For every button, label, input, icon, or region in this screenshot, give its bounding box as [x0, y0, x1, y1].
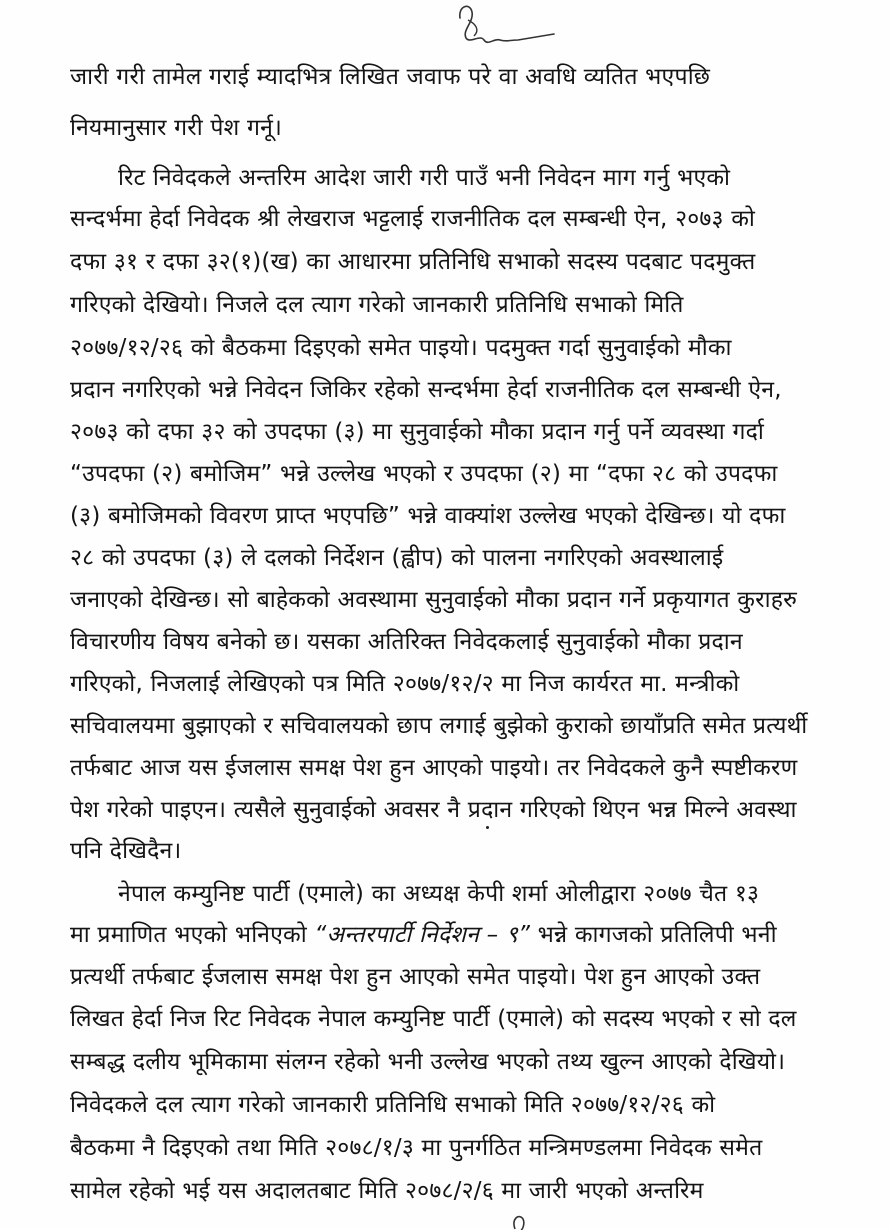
text-line: जनाएको देखिन्छ। सो बाहेकको अवस्थामा सुनुवाईको मौका प्रदान गर्ने प्रकृयागत कुराहरु — [70, 587, 798, 613]
text-line: जारी गरी तामेल गराई म्यादभित्र लिखित जवाफ परे वा अवधि व्यतित भएपछि — [70, 64, 711, 90]
text-line: (३) बमोजिमको विवरण प्राप्त भएपछि” भन्ने वाक्यांश उल्लेख भएको देखिन्छ। यो दफा — [70, 503, 786, 529]
text-line: पनि देखिदैन। — [70, 838, 182, 864]
text-line: सम्बद्ध दलीय भूमिकामा संलग्न रहेको भनी उल्लेख भएको तथ्य खुल्न आएको देखियो। — [70, 1049, 786, 1075]
quoted-directive: “अन्तरपार्टी निर्देशन – ९” — [314, 922, 531, 948]
text-line — [70, 920, 777, 950]
text-line: सामेल रहेको भई यस अदालतबाट मिति २०७८/२/६ मा जारी भएको अन्तरिम — [70, 1178, 704, 1204]
line-suffix: भन्ने कागजको प्रतिलिपी भनी — [537, 922, 777, 948]
text-line: पेश गरेको पाइएन। त्यसैले सुनुवाईको अवसर नै प्रदान गरिएको थिएन भन्न मिल्ने अवस्था — [70, 797, 797, 823]
text-line: सन्दर्भमा हेर्दा निवेदक श्री लेखराज भट्टलाई राजनीतिक दल सम्बन्धी ऐन, २०७३ को — [70, 206, 756, 232]
text-line: गरिएको देखियो। निजले दल त्याग गरेको जानकारी प्रतिनिधि सभाको मिति — [70, 292, 684, 318]
text-line: तर्फबाट आज यस ईजलास समक्ष पेश हुन आएको पाइयो। तर निवेदकले कुनै स्पष्टीकरण — [70, 755, 798, 781]
ink-dot — [486, 826, 489, 829]
text-line: सचिवालयमा बुझाएको र सचिवालयको छाप लगाई बुझेको कुराको छायाँप्रति समेत प्रत्यर्थी — [70, 713, 808, 739]
text-line: २८ को उपदफा (३) ले दलको निर्देशन (ह्वीप) को पालना नगरिएको अवस्थालाई — [70, 545, 724, 571]
text-line: निवेदकले दल त्याग गरेको जानकारी प्रतिनिधि सभाको मिति २०७७/१२/२६ को — [70, 1092, 716, 1118]
text-line: बैठकमा नै दिइएको तथा मिति २०७८/१/३ मा पुनर्गठित मन्त्रिमण्डलमा निवेदक समेत — [70, 1135, 763, 1161]
text-line: विचारणीय विषय बनेको छ। यसका अतिरिक्त निवेदकलाई सुनुवाईको मौका प्रदान — [70, 629, 743, 655]
text-line: नियमानुसार गरी पेश गर्नू। — [70, 115, 283, 141]
text-line: प्रत्यर्थी तर्फबाट ईजलास समक्ष पेश हुन आएको समेत पाइयो। पेश हुन आएको उक्त — [70, 964, 761, 990]
ink-mark — [505, 1205, 535, 1230]
text-line: गरिएको, निजलाई लेखिएको पत्र मिति २०७७/१२/२ मा निज कार्यरत मा. मन्त्रीको — [70, 671, 740, 697]
text-line: प्रदान नगरिएको भन्ने निवेदन जिकिर रहेको सन्दर्भमा हेर्दा राजनीतिक दल सम्बन्धी ऐन, — [70, 377, 782, 403]
handwritten-signature — [430, 0, 570, 60]
paragraph-first-line: रिट निवेदकले अन्तरिम आदेश जारी गरी पाउँ भनी निवेदन माग गर्नु भएको — [118, 165, 731, 191]
text-line: “उपदफा (२) बमोजिम” भन्ने उल्लेख भएको र उपदफा (२) मा “दफा २८ को उपदफा — [70, 461, 778, 487]
paragraph-first-line: नेपाल कम्युनिष्ट पार्टी (एमाले) का अध्यक्ष केपी शर्मा ओलीद्वारा २०७७ चैत १३ — [118, 881, 760, 907]
text-line: दफा ३१ र दफा ३२(१)(ख) का आधारमा प्रतिनिधि सभाको सदस्य पदबाट पदमुक्त — [70, 249, 756, 275]
text-line: २०७३ को दफा ३२ को उपदफा (३) मा सुनुवाईको मौका प्रदान गर्नु पर्ने व्यवस्था गर्दा — [70, 419, 764, 445]
line-prefix: मा प्रमाणित भएको भनिएको — [70, 922, 307, 948]
text-line: लिखत हेर्दा निज रिट निवेदक नेपाल कम्युनिष्ट पार्टी (एमाले) को सदस्य भएको र सो दल — [70, 1006, 797, 1032]
text-line: २०७७/१२/२६ को बैठकमा दिइएको समेत पाइयो। पदमुक्त गर्दा सुनुवाईको मौका — [70, 335, 732, 361]
